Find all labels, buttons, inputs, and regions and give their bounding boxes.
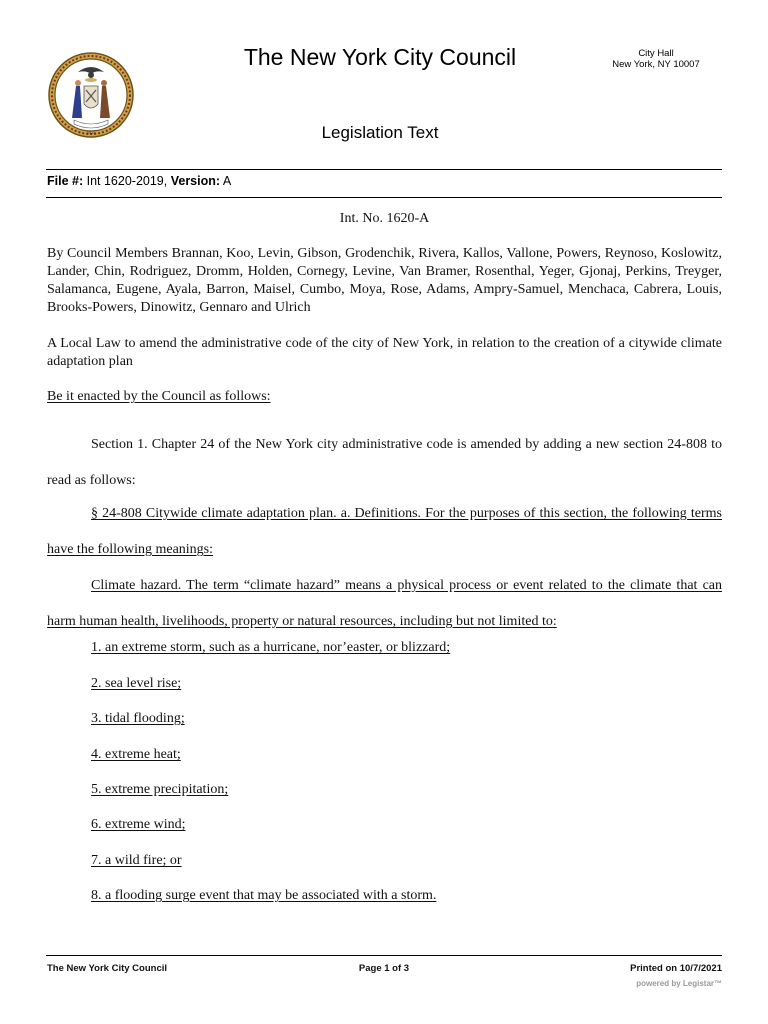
enacting-clause: Be it enacted by the Council as follows: bbox=[47, 389, 271, 404]
footer-divider bbox=[46, 955, 722, 956]
list-item: 2. sea level rise; bbox=[91, 676, 182, 691]
law-title: A Local Law to amend the administrative code of the city of New York, in relation to the creation of a citywide climate adaptation plan bbox=[47, 336, 722, 369]
section-24-808: § 24-808 Citywide climate adaptation plan. a. Definitions. For the purposes of this section, the following terms have the following meanings: bbox=[47, 506, 722, 557]
footer-powered-by: powered by Legistar™ bbox=[636, 979, 722, 988]
footer-page-number: Page 1 of 3 bbox=[358, 963, 410, 974]
file-value: Int 1620-2019, bbox=[86, 174, 168, 188]
seal-year: 1625 bbox=[86, 131, 96, 136]
nyc-council-seal bbox=[48, 52, 134, 138]
section-1: Section 1. Chapter 24 of the New York city administrative code is amended by adding a new section 24-808 to read as follows: bbox=[47, 437, 722, 488]
divider-bottom bbox=[46, 197, 722, 198]
address-line-1: City Hall bbox=[638, 48, 674, 59]
list-item: 3. tidal flooding; bbox=[91, 711, 185, 726]
list-item: 8. a flooding surge event that may be associated with a storm. bbox=[91, 888, 437, 903]
list-item: 7. a wild fire; or bbox=[91, 853, 182, 868]
council-title: The New York City Council bbox=[243, 44, 517, 70]
page-subtitle: Legislation Text bbox=[321, 123, 439, 142]
council-address bbox=[590, 48, 722, 70]
footer-printed-date: Printed on 10/7/2021 bbox=[630, 963, 722, 974]
address-line-2: New York, NY 10007 bbox=[612, 59, 700, 70]
list-item: 4. extreme heat; bbox=[91, 747, 181, 762]
list-item: 1. an extreme storm, such as a hurricane, nor’easter, or blizzard; bbox=[91, 640, 451, 655]
version-value: A bbox=[222, 174, 232, 188]
file-info bbox=[47, 174, 231, 188]
list-item: 6. extreme wind; bbox=[91, 817, 186, 832]
version-label: Version: bbox=[170, 174, 221, 188]
footer-council: The New York City Council bbox=[47, 963, 168, 974]
divider-top bbox=[46, 169, 722, 170]
climate-hazard-definition: Climate hazard. The term “climate hazard” means a physical process or event related to the climate that can harm human health, livelihoods, property or natural resources, including but not limited to: bbox=[47, 578, 722, 629]
list-item: 5. extreme precipitation; bbox=[91, 782, 229, 797]
int-number: Int. No. 1620-A bbox=[339, 211, 430, 226]
sponsors-paragraph: By Council Members Brannan, Koo, Levin, Gibson, Grodenchik, Rivera, Kallos, Vallone, Powers, Reynoso, Koslowitz, Lander, Chin, Rodriguez, Dromm, Holden, Cornegy, Levine, Van Bramer, Rosenthal, Yeger, Gjonaj, Perkins, Treyger, Salamanca, Eugene, Ayala, Barron, Maisel, Cumbo, Moya, Rose, Adams, Ampry-Samuel, Menchaca, Cabrera, Louis, Brooks-Powers, Dinowitz, Gennaro and Ulrich bbox=[47, 246, 722, 315]
file-label: File #: bbox=[47, 174, 84, 188]
